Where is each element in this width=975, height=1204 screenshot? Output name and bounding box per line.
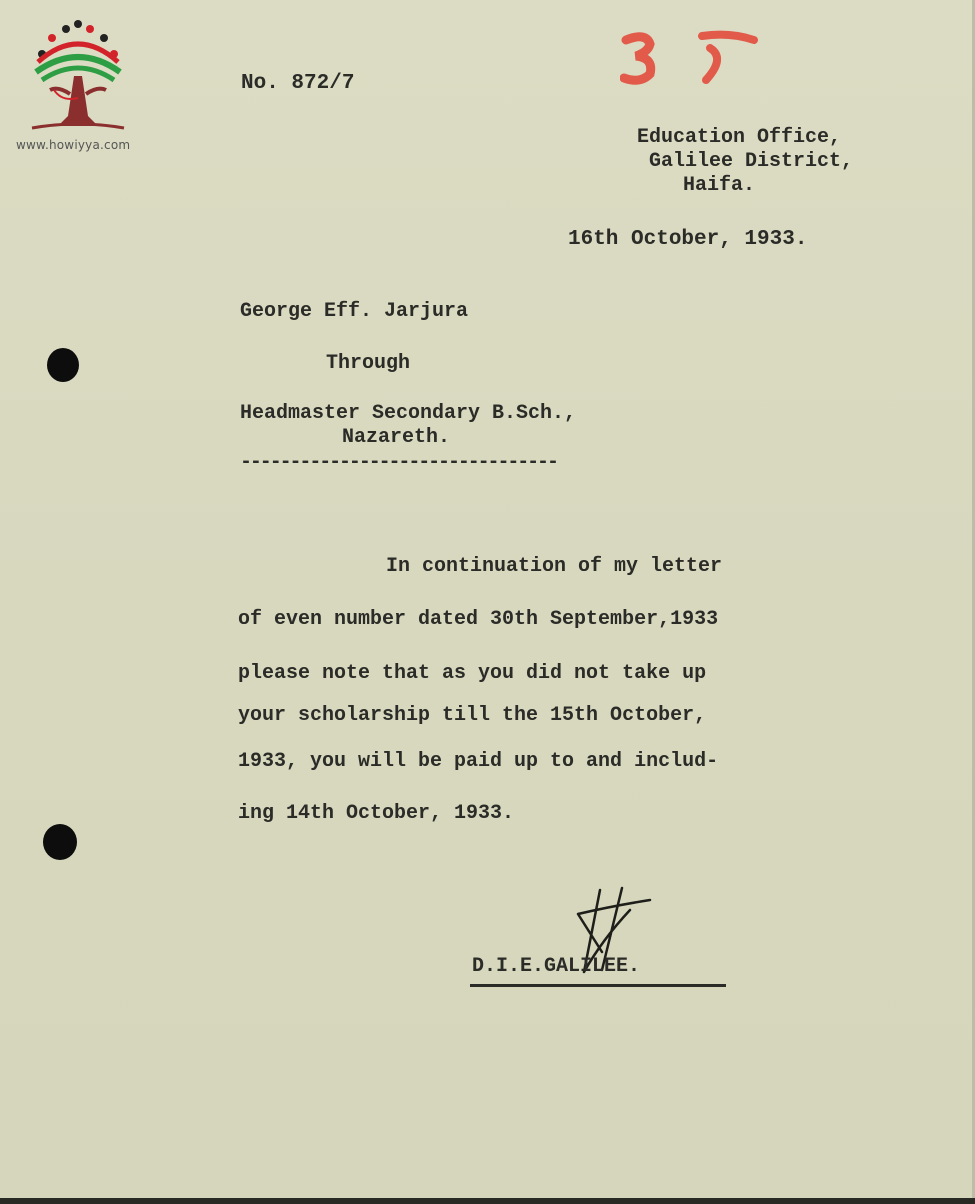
letter-date: 16th October, 1933. [568,228,808,251]
body-line: of even number dated 30th September,1933 [238,608,719,631]
punch-hole [43,824,77,860]
folio-number-mark [620,28,765,88]
body-line: your scholarship till the 15th October, [238,704,707,727]
signature-underline [470,984,726,987]
dashed-divider: -------------------------------- [240,451,557,474]
body-line: 1933, you will be paid up to and includ- [238,750,719,773]
address-line: Galilee District, [648,150,853,173]
sender-address [636,126,853,198]
reference-number: No. 872/7 [241,72,355,95]
intermediary-town: Nazareth. [342,426,451,449]
through-label: Through [326,352,411,375]
tree-of-people-logo-icon [28,16,128,136]
body-line: please note that as you did not take up [238,662,707,685]
intermediary-line: Headmaster Secondary B.Sch., [240,402,577,425]
body-line: ing 14th October, 1933. [238,802,515,825]
signature-block: D.I.E.GALILEE. [472,955,641,978]
punch-hole [47,348,79,382]
address-line: Haifa. [682,174,755,197]
website-url[interactable]: www.howiyya.com [16,138,131,152]
howiyya-logo [28,16,128,136]
page-edge [0,1198,975,1204]
address-line: Education Office, [636,126,841,149]
body-line: In continuation of my letter [386,555,723,578]
recipient-name: George Eff. Jarjura [240,300,469,323]
